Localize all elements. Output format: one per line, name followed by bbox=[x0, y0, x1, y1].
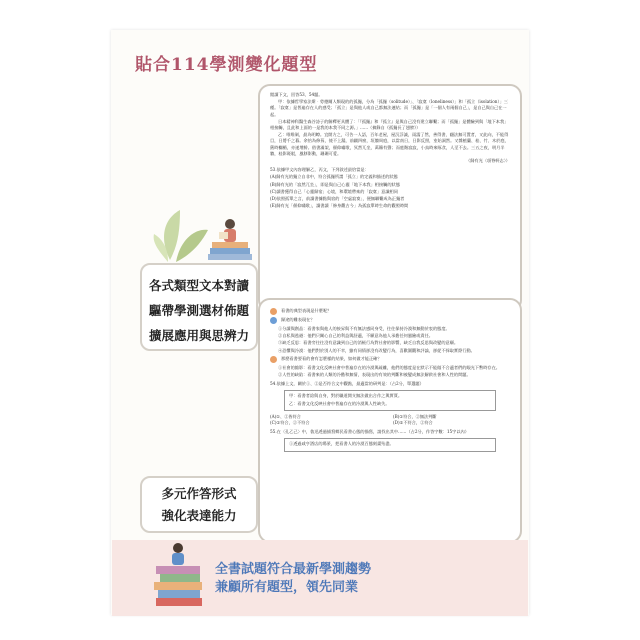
feature-label-reading bbox=[140, 263, 258, 351]
question-53-option: (D)依照孤單之言，前讀書據點與宿的「空虛寂寞」，便無聯繫成為正獨者 bbox=[270, 196, 405, 202]
feature-label-answering bbox=[140, 476, 258, 533]
teacher-avatar-icon bbox=[270, 308, 277, 315]
passage-jia-2: 日本精神科醫生森谷詩子的解釋更具體了：「『孤獨』和『孤立』是與自己沒有建立聯繫；而「孤獨」是體驗到與「地下本我」相接觸，且此和上面的一是我的本我不同之源。」......（摘錄自《孤獨長了翅膀》） bbox=[270, 118, 509, 131]
passage-jia-1: 甲：依據哲學家法斯‧勞德爾人類現的的孤獨，分為「孤獨（solitude）」、「寂寞（loneliness）」和「孤立（isolation）」三種。「寂寞」是普遍存在人的感受；「孤立」是與他人或自己都無法連結；而「孤獨」是「一個人有兩個自己」，是自己與自己在一起。 bbox=[270, 99, 508, 117]
teacher-avatar-icon bbox=[270, 356, 277, 363]
student-avatar-icon bbox=[270, 317, 277, 324]
question-54 bbox=[270, 381, 510, 426]
question-53-stem: 53.依據甲文內容理解乙，丙文，下列敘述最恰當是： bbox=[270, 167, 369, 173]
stacked-books-icon bbox=[154, 566, 202, 606]
feature-line: 各式類型文本對讀 bbox=[148, 278, 249, 293]
chat-question-2 bbox=[270, 356, 510, 363]
chat-answer-item: ④恐懼與冷漠：他們對於別人的不幸，雖有同情卻沒有改變行為，喜歡圍觀和評論，卻從不採取實際行動。 bbox=[278, 347, 475, 353]
chat-answer-lead bbox=[270, 317, 510, 324]
question-53-option: (E)歸有光「偃仰嘯歌」，讀書讀「修身觀古今」為孤寂單時生命的觀照時間 bbox=[270, 203, 409, 209]
chat-answer-item: ③缺乏反思：看書旁往往沒有意識到自己的消極行為對社會的影響，缺乏自我反思與改變的意願。 bbox=[278, 340, 459, 346]
chat-answer-item: ①社會的縮影：看書文化反映社會中普遍存在的冷漠與疏離，他們的態度是在默示不能做不合適者們的眼光下暫時存在。 bbox=[278, 364, 500, 370]
question-53-option: (C)讀書獲得自己「心靈歸宿」心境，和環境帶來的「寂寞」意識相同 bbox=[270, 188, 398, 194]
reading-passage-card bbox=[258, 84, 522, 312]
question-53 bbox=[270, 167, 510, 209]
book-stack-illustration bbox=[150, 536, 210, 616]
feature-line: 驅帶學測選材佈題 bbox=[148, 303, 249, 318]
question-55-stem: 55.在〈孔乙己〉中，魯迅透過描寫鄉民看書心態的描寫，請找出其中……（占2分，作答字數：15字以內） bbox=[270, 429, 469, 435]
feature-line: 多元作答形式 bbox=[161, 486, 237, 501]
question-53-option: (B)歸有光的「寂然兀坐」，即是與自己心靈「地下本我」相接觸的狀態 bbox=[270, 181, 400, 187]
passage-source: （歸有光〈項脊軒志〉） bbox=[466, 158, 510, 164]
book-stack-icon bbox=[208, 242, 252, 260]
chat-question-1 bbox=[270, 308, 510, 315]
question-55-hint-box bbox=[284, 438, 496, 451]
chat-answer-item: ②人性的缺陷：看書來的人類的冷酷和無情，表現出的有效的判斷和被變成無法解救社會和人性的問題。 bbox=[278, 372, 471, 378]
chat-answer-lead-text: 歸途的難表現在？ bbox=[281, 317, 315, 323]
plant-leaves-icon bbox=[154, 210, 208, 262]
chat-question-1-text: 看書的典型表現是什麼呢？ bbox=[281, 308, 332, 314]
statement: 乙：看書文化反映社會中普遍存在的冷漠與人性缺失。 bbox=[289, 400, 390, 406]
chat-answer-item: ①分讀與創品：看書家與他人的接昇與不有無法感同身受，往往保持冷漠和無動於衷的態度。 bbox=[278, 326, 450, 331]
question-55 bbox=[270, 429, 510, 451]
question-54-option: (A)①、②皆符合 bbox=[270, 413, 301, 419]
slogan-line: 兼顧所有題型，領先同業 bbox=[215, 580, 359, 595]
slogan bbox=[215, 561, 371, 597]
reader-person-icon bbox=[219, 219, 236, 242]
question-54-stem: 54.依據上文，關於①、②是否符合文中觀點，最適當的研判是：（占2分，單選題） bbox=[270, 381, 424, 387]
statement: 甲：看書者給與自身，對於職道開支無法做出合作之與實質。 bbox=[289, 393, 403, 399]
question-54-options bbox=[270, 414, 510, 426]
dialogue-passage-card bbox=[258, 298, 522, 543]
hint-text: ①透過咸亨酒店的場景，把看書人的冷漠百態刻畫殆盡。 bbox=[289, 441, 394, 447]
reader-person-icon bbox=[172, 543, 184, 565]
chat-question-2-text: 那麼看書要看的會有怎麼樣的結果，如何做才能正確？ bbox=[281, 356, 382, 362]
feature-line: 擴展應用與思辨力 bbox=[148, 328, 249, 343]
reading-illustration bbox=[150, 200, 260, 270]
chat-answer-item: ②自私與逃避：他們只關心自己的利益與舒適，不願意為他人承擔任何風險或責任。 bbox=[278, 333, 433, 339]
slogan-line: 全書試題符合最新學測趨勢 bbox=[215, 562, 372, 577]
question-54-option: (B)①符合，②無法判斷 bbox=[393, 413, 437, 419]
question-54-statements bbox=[284, 390, 496, 410]
question-54-option: (D)①不符合，②符合 bbox=[393, 420, 433, 426]
feature-line: 強化表達能力 bbox=[161, 508, 237, 523]
instruction: 閱讀下文，回答53、54題。 bbox=[270, 92, 323, 97]
question-54-option: (C)①符合，②不符合 bbox=[270, 420, 310, 426]
passage-yi: 乙：唯唯剝，最為明瞭。宜開方之，可告一人語，百年老屋，屋沉浮滅，雨濡了然，善得書，翻法無可置者，又此向，不能得目，日將千之暮。余怡為修葺，使不上漏，前闢四窗，垣牆周庭，以當南日，日影反照，室始洞然。又雜植蘭、桂、竹、木於庭，舊時欄楯，亦遂增勝。借書滿架，偃仰嘯歌，冥然兀坐，萬籟有聲；而庭階寂寂，小鳥時來啄食，人至不去。三五之夜，明月半牆，桂影斑駁，風移影動，珊珊可愛。 bbox=[270, 132, 509, 156]
page-title: 貼合114學測變化題型 bbox=[135, 55, 318, 75]
question-53-option: (A)歸有光的獨立自非中，符合孤獨所謂「孤立」的定義和描述的狀態 bbox=[270, 174, 398, 180]
